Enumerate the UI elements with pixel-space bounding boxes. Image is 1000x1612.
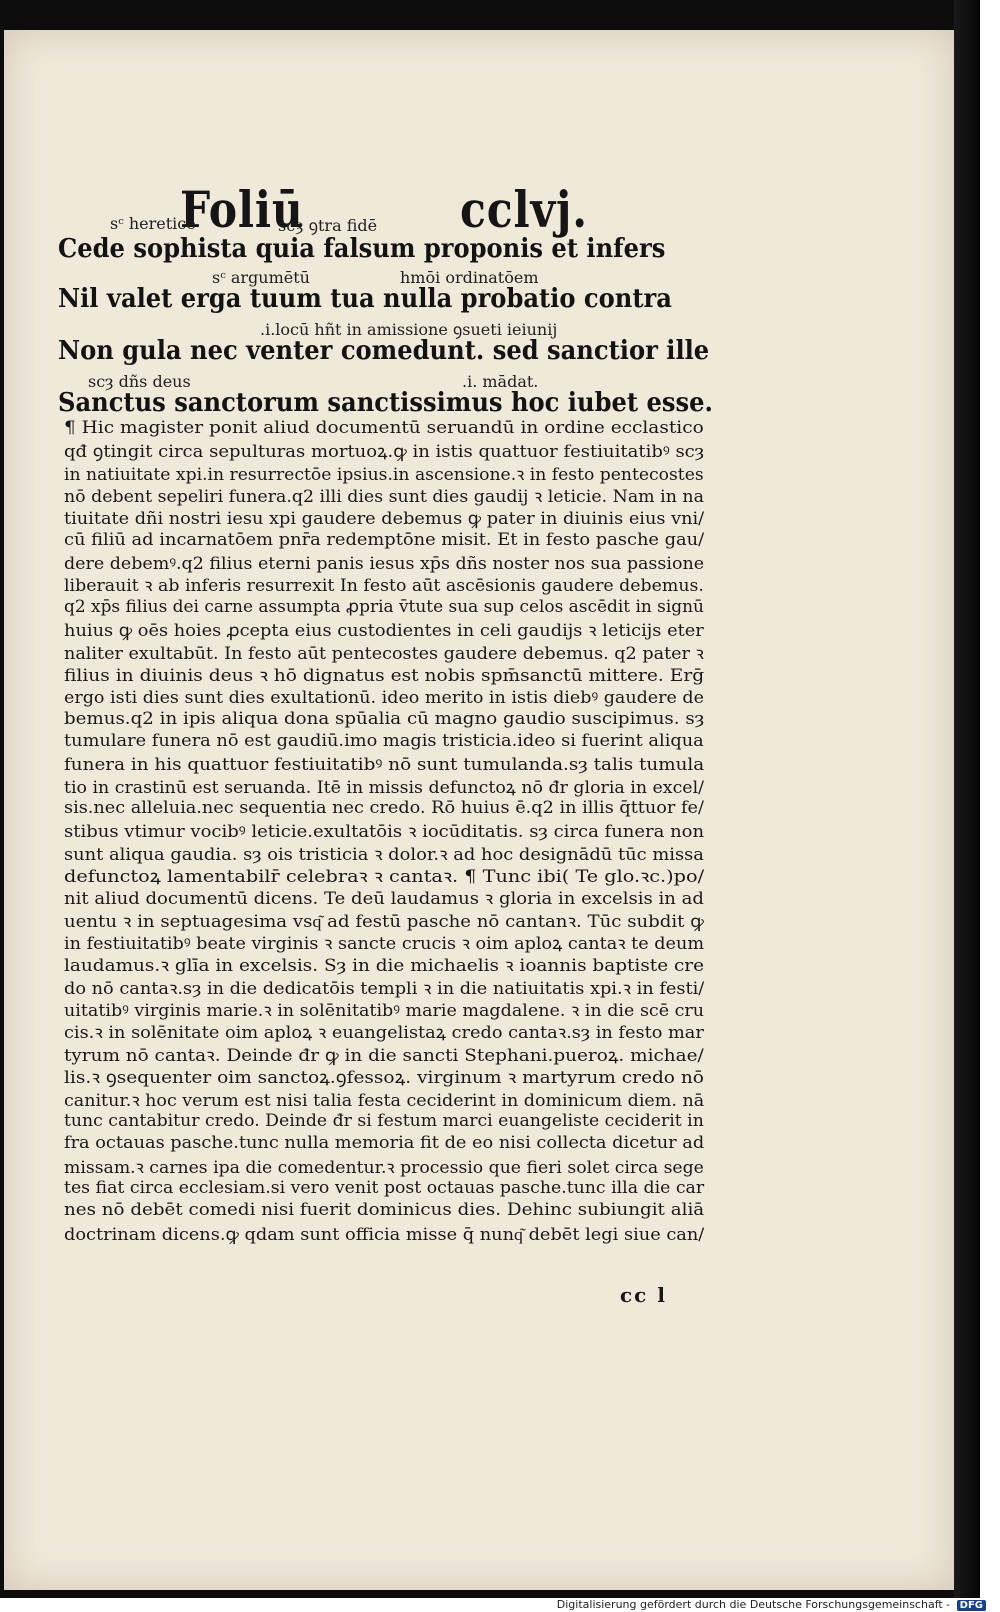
text-line-13: bemus.q2 in ipis aliqua dona spūalia cū magno gaudio suscipimus. sȝ — [64, 708, 705, 729]
text-line-17: sis.nec alleluia.nec sequentia nec credo. Rō huius ē.q2 in illis q̄ttuor fe/ — [64, 797, 704, 818]
text-line-27: cis.ꝛ in solēnitate oim aploꝝ ꝛ euangelistaꝝ credo cantaꝛ.sȝ in festo mar — [64, 1023, 704, 1044]
text-line-32: fra octauas pasche.tunc nulla memoria fit de eo nisi collecta dicetur ad — [64, 1133, 705, 1154]
folio-number: cclvj. — [460, 180, 588, 239]
text-line-19: sunt aliqua gaudia. sȝ ois tristicia ꝛ dolor.ꝛ ad hoc designādū tūc missa — [64, 844, 704, 865]
credit-text: Digitalisierung gefördert durch die Deutsche Forschungsgemeinschaft - — [556, 1598, 951, 1611]
gloss-6: .i. mādat. — [462, 372, 539, 391]
text-line-25: do nō cantaꝛ.sȝ in die dedicatōis templi ꝛ in die natiuitatis xpi.ꝛ in festi/ — [64, 978, 705, 999]
text-line-24: laudamus.ꝛ glīa in excelsis. Sȝ in die michaelis ꝛ ioannis baptiste cre — [64, 956, 705, 977]
text-line-36: doctrinam dicens.ꝙ qdam sunt officia misse q̄ nunq͂ debēt legi siue can/ — [64, 1224, 705, 1245]
text-line-20: defunctoꝝ lamentabilr̄ celebraꝛ ꝛ cantaꝛ. ¶ Tunc ibi( Te glo.ꝛc.)po/ — [64, 867, 705, 887]
text-line-10: naliter exultabūt. In festo aūt pentecostes gaudere debemus. q2 pater ꝛ — [64, 643, 704, 664]
verse-line-3: Sanctus sanctorum sanctissimus hoc iubet esse. — [58, 388, 713, 418]
text-line-9: huius ꝙ oēs hoies ꝓcepta eius custodientes in celi gaudijs ꝛ leticijs eter — [64, 621, 704, 642]
verse-line-0: Cede sophista quia falsum proponis et infers — [58, 234, 666, 264]
text-line-16: tio in crastinū est seruanda. Itē in missis defunctoꝝ nō đr gloria in excel/ — [64, 777, 704, 798]
folio-label: Foliū — [180, 180, 304, 239]
text-line-3: nō debent sepeliri funera.q2 illi dies sunt dies gaudij ꝛ leticie. Nam in na — [64, 487, 704, 508]
text-line-22: uentu ꝛ in septuagesima vsq͂ ad festū pasche nō cantanꝛ. Tūc subdit ꝙ — [64, 911, 704, 932]
binding-shadow — [954, 0, 980, 1598]
gloss-4: .i.locū hñt in amissione ꝯsueti ieiunij — [260, 320, 558, 339]
text-line-26: uitatibꝰ virginis marie.ꝛ in solēnitatibꝰ marie magdalene. ꝛ in die scē cru — [64, 1001, 705, 1022]
text-line-33: missam.ꝛ carnes ipa die comedentur.ꝛ processio que fieri solet circa sege — [64, 1157, 704, 1178]
digitization-credit — [557, 1598, 986, 1611]
text-line-23: in festiuitatibꝰ beate virginis ꝛ sancte crucis ꝛ oim aploꝝ cantaꝛ te deum — [64, 934, 705, 955]
verse-line-2: Non gula nec venter comedunt. sed sanctior ille — [58, 336, 710, 366]
text-line-6: dere debemꝰ.q2 filius eterni panis iesus xp̄s dñs noster nos sua passione — [64, 554, 705, 575]
text-line-12: ergo isti dies sunt dies exultationū. ideo merito in istis diebꝰ gaudere de — [64, 688, 704, 709]
gloss-0: sᶜ heretice — [110, 214, 196, 233]
page-leaf — [4, 30, 954, 1590]
text-line-18: stibus vtimur vocibꝰ leticie.exultatōis ꝛ iocūditatis. sȝ circa funera non — [64, 822, 705, 843]
gloss-5: scȝ dñs deus — [88, 372, 191, 391]
text-line-11: filius in diuinis deus ꝛ hō dignatus est nobis spm̄sanctū mittere. Erḡ — [64, 665, 705, 686]
text-line-35: nes nō debēt comedi nisi fuerit dominicus dies. Dehinc subiungit aliā — [64, 1200, 705, 1221]
dfg-logo: DFG — [957, 1600, 986, 1611]
text-line-15: funera in his quattuor festiuitatibꝰ nō sunt tumulanda.sȝ talis tumula — [64, 755, 705, 776]
text-line-28: tyrum nō cantaꝛ. Deinde đr ꝙ in die sancti Stephani.pueroꝝ. michae/ — [64, 1045, 704, 1066]
text-line-7: liberauit ꝛ ab inferis resurrexit In festo aūt ascēsionis gaudere debemus. — [64, 576, 704, 597]
gloss-1: scȝ ꝯtra fidē — [278, 216, 378, 235]
text-line-31: tunc cantabitur credo. Deinde đr si festum marci euangeliste ceciderit in — [64, 1110, 704, 1131]
gloss-2: sᶜ argumētū — [212, 268, 310, 287]
text-line-5: cū filiū ad incarnatōem pnr̄a redemptōne misit. Et in festo pasche gau/ — [64, 529, 705, 550]
gloss-3: hmōi ordinatōem — [400, 268, 539, 287]
text-line-4: tiuitate dñi nostri iesu xpi gaudere debemus ꝙ pater in diuinis eius vni/ — [64, 509, 705, 530]
text-line-14: tumulare funera nō est gaudiū.imo magis tristicia.ideo si fuerint aliqua — [64, 730, 704, 751]
text-line-29: lis.ꝛ ꝯsequenter oim sanctoꝝ.ꝯfessoꝝ. virginum ꝛ martyrum credo nō — [64, 1068, 704, 1089]
signature-mark: cc l — [620, 1283, 667, 1307]
text-line-21: nit aliud documentū dicens. Te deū laudamus ꝛ gloria in excelsis in ad — [64, 889, 704, 910]
text-line-30: canitur.ꝛ hoc verum est nisi talia festa ceciderint in dominicum diem. nā — [64, 1090, 705, 1111]
text-line-8: q2 xp̄s filius dei carne assumpta ꝓpria v̄tute sua sup celos ascēdit in signū — [64, 596, 704, 617]
verse-line-1: Nil valet erga tuum tua nulla probatio contra — [58, 284, 672, 314]
text-line-34: tes fiat circa ecclesiam.si vero venit post octauas pasche.tunc illa die car — [64, 1177, 705, 1198]
text-line-0: ¶ Hic magister ponit aliud documentū seruandū in ordine ecclastico — [64, 418, 704, 438]
text-line-2: in natiuitate xpi.in resurrectōe ipsius.in ascensione.ꝛ in festo pentecostes — [64, 464, 704, 485]
text-line-1: qđ ꝯtingit circa sepulturas mortuoꝝ.ꝙ in istis quattuor festiuitatibꝰ scȝ — [64, 442, 705, 463]
